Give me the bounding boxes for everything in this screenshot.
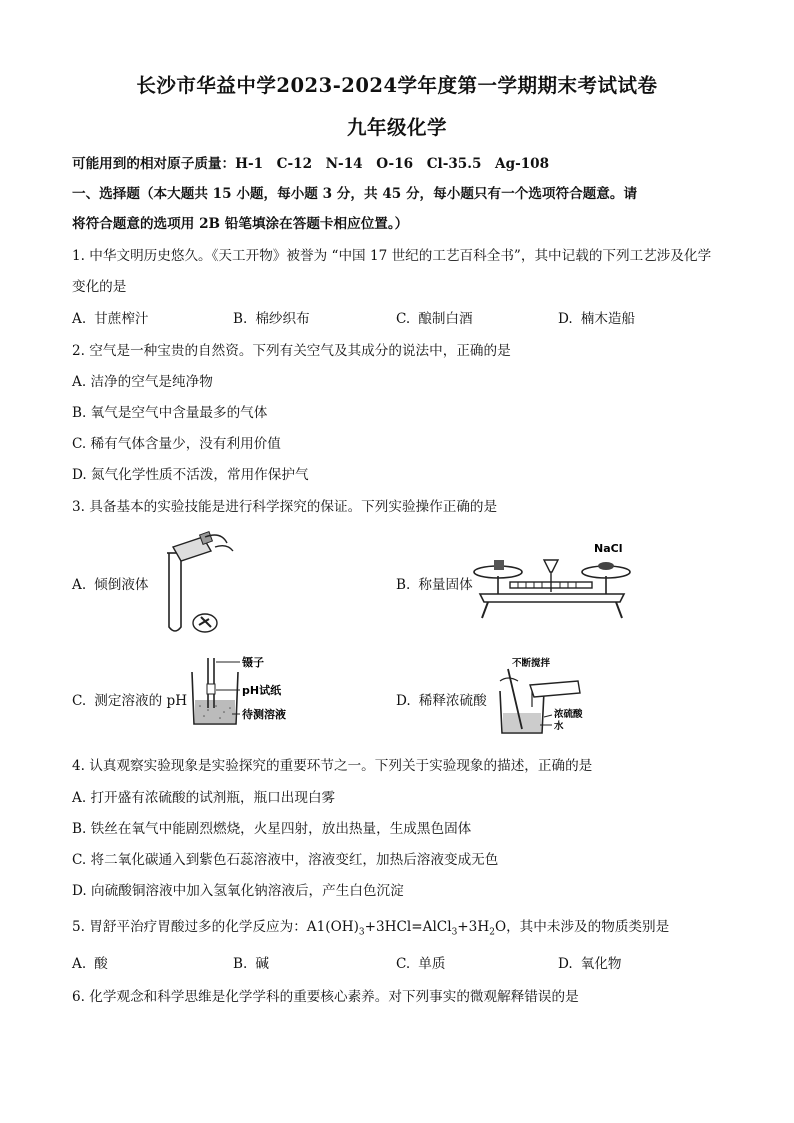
- q3-stem: 3. 具备基本的实验技能是进行科学探究的保证。下列实验操作正确的是: [72, 499, 498, 515]
- q5-equation: $A1(OH)_3+3HCl=AlCl_3+3H_2O$: [306, 919, 507, 938]
- q5-option-c: C. 单质: [396, 956, 446, 972]
- q4-option-c: C. 将二氧化碳通入到紫色石蕊溶液中，溶液变红，加热后溶液变成无色: [72, 852, 499, 868]
- q1-stem-line1: 1. 中华文明历史悠久。《天工开物》被誉为 “中国 17 世纪的工艺百科全书”，其中记载的下列工艺涉及化学: [72, 248, 712, 264]
- q1-option-b: B. 棉纱织布: [233, 311, 310, 327]
- q4-option-d: D. 向硫酸铜溶液中加入氢氧化钠溶液后，产生白色沉淀: [72, 883, 404, 899]
- q5-option-d: D. 氧化物: [558, 956, 622, 972]
- test-solution-label: 待测溶液: [242, 708, 286, 721]
- stir-label: 不断搅拌: [512, 658, 551, 669]
- tweezers-label: 镊子: [242, 656, 264, 669]
- q4-option-b: B. 铁丝在氧气中能剧烈燃烧，火星四射，放出热量，生成黑色固体: [72, 821, 472, 837]
- pour-liquid-figure: [155, 525, 240, 640]
- q5-option-a: A. 酸: [72, 956, 108, 972]
- ph-paper-label: pH试纸: [242, 684, 282, 697]
- q2-option-d: D. 氮气化学性质不活泼，常用作保护气: [72, 467, 309, 483]
- water-label: 水: [554, 721, 564, 732]
- q3-option-d: D. 稀释浓硫酸: [396, 693, 487, 709]
- q5-stem: 5. 胃舒平治疗胃酸过多的化学反应为：$A1(OH)_3+3HCl=AlCl_3+3H_2O$，其中未涉及的物质类别是: [72, 919, 670, 938]
- section-heading-line1: 一、选择题（本大题共 15 小题，每小题 3 分，共 45 分，每小题只有一个选项符合题意。请: [72, 186, 638, 202]
- q3-option-c: C. 测定溶液的 pH: [72, 693, 188, 709]
- q1-option-c: C. 酿制白酒: [396, 311, 473, 327]
- q2-option-a: A. 洁净的空气是纯净物: [72, 374, 213, 390]
- conc-acid-label: 浓硫酸: [554, 709, 583, 720]
- q1-option-d: D. 楠木造船: [558, 311, 636, 327]
- q1-stem-line2: 变化的是: [72, 279, 127, 295]
- q5-option-b: B. 碱: [233, 956, 269, 972]
- ph-test-figure: [182, 650, 312, 730]
- q3-option-a: A. 倾倒液体: [72, 577, 149, 593]
- nacl-label: NaCl: [594, 542, 623, 555]
- atomic-mass-note: 可能用到的相对原子质量：H-1 C-12 N-14 O-16 Cl-35.5 Ag-108: [72, 156, 550, 172]
- q1-option-a: A. 甘蔗榨汁: [72, 311, 149, 327]
- balance-scale-figure: [470, 538, 635, 623]
- q2-option-c: C. 稀有气体含量少，没有利用价值: [72, 436, 281, 452]
- q4-stem: 4. 认真观察实验现象是实验探究的重要环节之一。下列关于实验现象的描述，正确的是: [72, 758, 593, 774]
- q4-option-a: A. 打开盛有浓硫酸的试剂瓶，瓶口出现白雾: [72, 790, 336, 806]
- page-subtitle: 九年级化学: [346, 116, 447, 139]
- q6-stem: 6. 化学观念和科学思维是化学学科的重要核心素养。对下列事实的微观解释错误的是: [72, 989, 579, 1005]
- page-title: 长沙市华益中学2023-2024学年度第一学期期末考试试卷: [136, 74, 658, 97]
- q2-stem: 2. 空气是一种宝贵的自然资。下列有关空气及其成分的说法中，正确的是: [72, 343, 511, 359]
- q2-option-b: B. 氧气是空气中含量最多的气体: [72, 405, 268, 421]
- section-heading-line2: 将符合题意的选项用 2B 铅笔填涂在答题卡相应位置。）: [72, 216, 409, 232]
- dilute-acid-figure: [490, 655, 600, 735]
- q3-option-b: B. 称量固体: [396, 577, 473, 593]
